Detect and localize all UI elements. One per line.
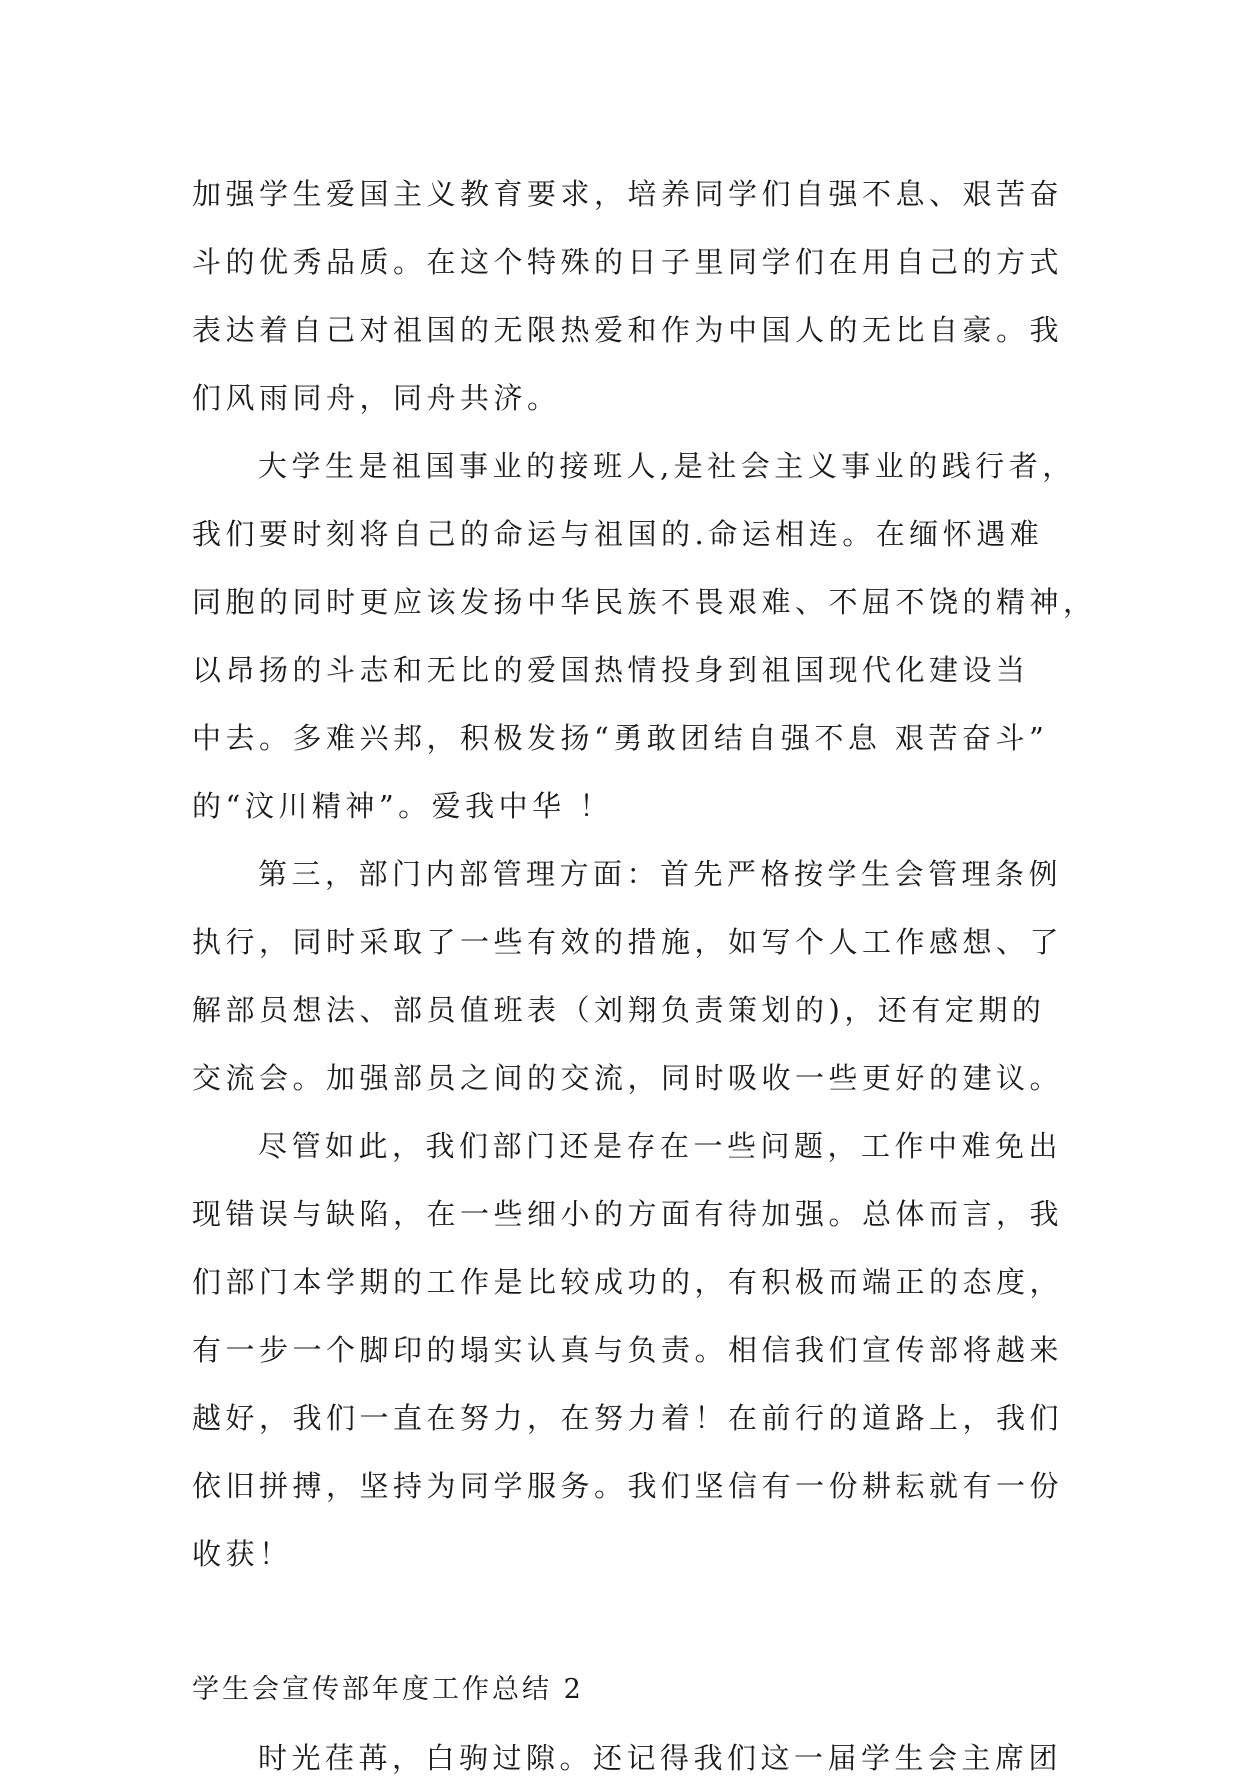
document-body [192, 160, 1097, 1792]
section-title: 学生会宣传部年度工作总结 2 [192, 1674, 584, 1705]
paragraph [192, 1112, 1064, 1588]
paragraph [192, 160, 1064, 432]
text-line: 加强学生爱国主义教育要求，培养同学们自强不息、艰苦奋 [192, 177, 1064, 211]
text-line: 斗的优秀品质。在这个特殊的日子里同学们在用自己的方式 [192, 245, 1064, 279]
paragraph [192, 432, 1097, 840]
text-line: 有一步一个脚印的塌实认真与负责。相信我们宣传部将越来 [192, 1333, 1064, 1367]
text-line: 现错误与缺陷，在一些细小的方面有待加强。总体而言，我 [192, 1197, 1064, 1231]
paragraph [192, 840, 1064, 1112]
text-line: 大学生是祖国事业的接班人,是社会主义事业的践行者， [258, 449, 1076, 483]
text-line: 表达着自己对祖国的无限热爱和作为中国人的无比自豪。我 [192, 313, 1064, 347]
text-line: 越好，我们一直在努力，在努力着！在前行的道路上，我们 [192, 1401, 1064, 1435]
paragraph [192, 1724, 1063, 1792]
text-line: 时光荏苒，白驹过隙。还记得我们这一届学生会主席团 [258, 1741, 1063, 1775]
text-line: 以昂扬的斗志和无比的爱国热情投身到祖国现代化建设当 [192, 653, 1030, 687]
text-line: 执行，同时采取了一些有效的措施，如写个人工作感想、了 [192, 925, 1064, 959]
text-line: 收获！ [192, 1537, 293, 1571]
text-line: 们部门本学期的工作是比较成功的，有积极而端正的态度， [192, 1265, 1064, 1299]
text-line: 解部员想法、部员值班表（刘翔负责策划的)，还有定期的 [192, 993, 1046, 1027]
text-line: 们风雨同舟，同舟共济。 [192, 381, 561, 415]
text-line: 中去。多难兴邦，积极发扬“勇敢团结自强不息 艰苦奋斗” [192, 721, 1049, 755]
text-line: 第三，部门内部管理方面：首先严格按学生会管理条例 [258, 857, 1063, 891]
text-line: 依旧拼搏，坚持为同学服务。我们坚信有一份耕耘就有一份 [192, 1469, 1064, 1503]
text-line: 同胞的同时更应该发扬中华民族不畏艰难、不屈不饶的精神， [192, 585, 1097, 619]
text-line: 的“汶川精神”。爱我中华 ！ [192, 789, 613, 823]
text-line: 我们要时刻将自己的命运与祖国的.命运相连。在缅怀遇难 [192, 517, 1044, 551]
text-line: 交流会。加强部员之间的交流，同时吸收一些更好的建议。 [192, 1061, 1064, 1095]
paragraph-spacer [192, 1588, 1052, 1656]
text-line: 尽管如此，我们部门还是存在一些问题，工作中难免出 [258, 1129, 1063, 1163]
